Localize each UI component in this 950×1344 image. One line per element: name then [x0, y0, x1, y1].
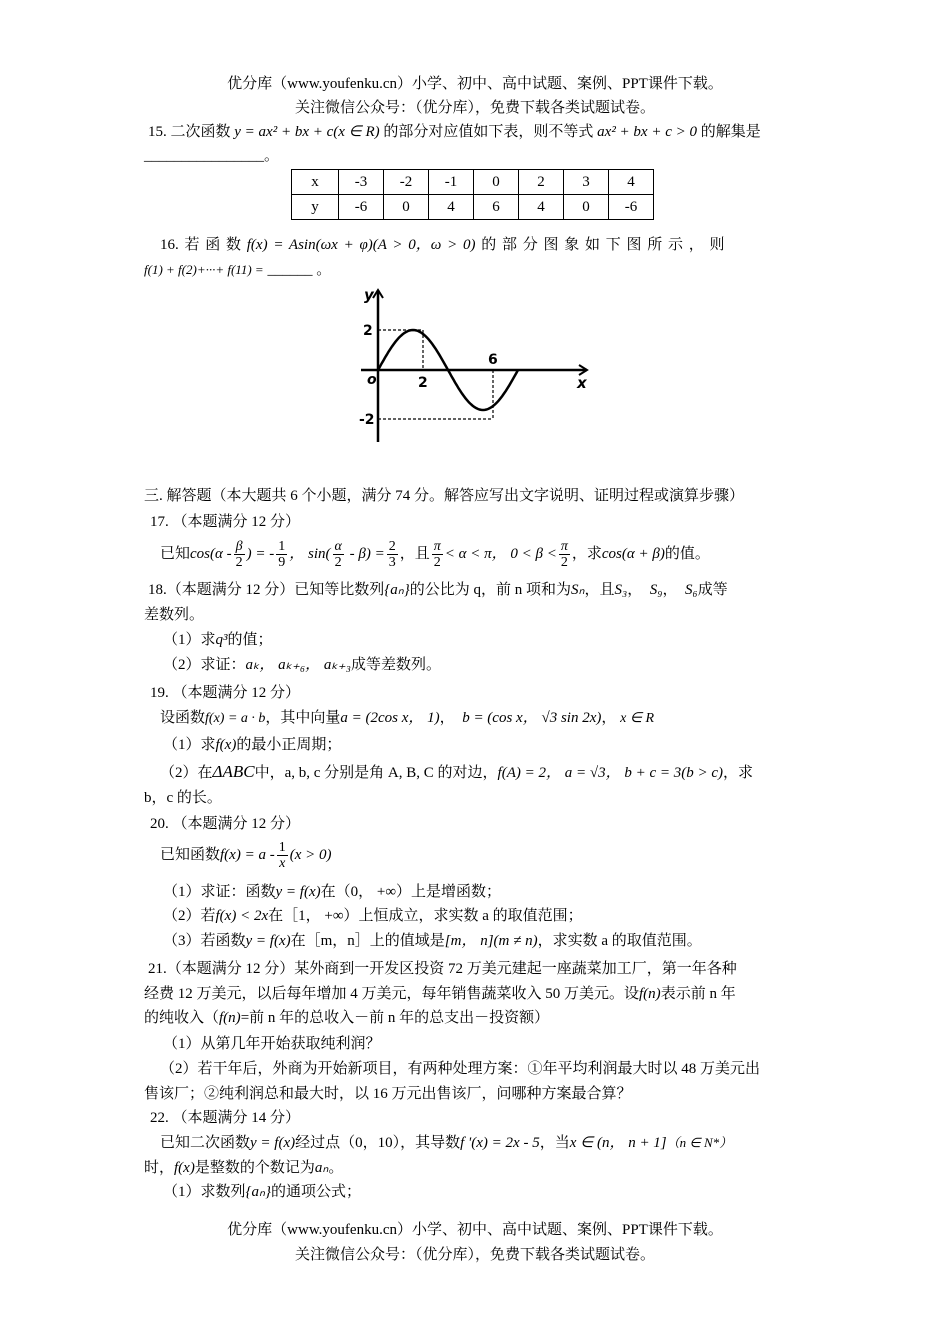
- table-cell: 4: [609, 170, 654, 195]
- table-cell: 2: [519, 170, 564, 195]
- q20-part-1: （1）求证：函数y = f(x)在（0， +∞）上是增函数；: [163, 884, 502, 900]
- q18-part-2: （2）求证：aₖ， aₖ₊₆， aₖ₊₃成等差数列。: [163, 657, 441, 673]
- q17-title: 17. （本题满分 12 分）: [150, 514, 301, 530]
- x-tick-6: 6: [488, 352, 498, 368]
- q21-part-2-cont: 售该厂；②纯利润总和最大时，以 16 万元出售该厂，问哪种方案最合算？: [144, 1086, 632, 1102]
- table-cell: y: [292, 195, 339, 220]
- table-cell: 0: [474, 170, 519, 195]
- y-tick-minus-2: -2: [359, 412, 375, 428]
- sine-graph: [355, 284, 595, 444]
- q16-line-2: f(1) + f(2)+···+ f(11) = ______ 。: [144, 262, 332, 278]
- q19-part-2: （2）在ΔABC中，a, b, c 分别是角 A, B, C 的对边，f(A) = 2， a = √3， b + c = 3(b > c)，求: [160, 762, 754, 781]
- table-cell: 0: [564, 195, 609, 220]
- q15-value-table: [291, 169, 654, 220]
- table-row: [292, 170, 654, 195]
- x-axis-label: x: [577, 374, 587, 392]
- q22-part-1: （1）求数列{aₙ}的通项公式；: [163, 1184, 362, 1200]
- section-3-heading: 三. 解答题（本大题共 6 个小题，满分 74 分。解答应写出文字说明、证明过程或演算步骤）: [144, 488, 745, 504]
- q18-line-1: 18.（本题满分 12 分）已知等比数列{aₙ}的公比为 q，前 n 项和为Sₙ，且S₃， S₉， S₆成等: [148, 582, 728, 598]
- q17-statement: 已知cos(α - $\frac{\beta}{2}$ ) = - $\frac{1}{9}$ ， sin( $\frac{\alpha}{2}$ - β) = $\frac{2}{3}$ ，且 $\frac{\pi}{2}$ < α < π， 0 < β < $\frac{\pi}{2}$ ，求cos(α + β)的值。: [160, 539, 710, 571]
- q21-line-2: 经费 12 万美元，以后每年增加 4 万美元，每年销售蔬菜收入 50 万美元。设f(n)表示前 n 年: [144, 986, 736, 1002]
- table-cell: -6: [609, 195, 654, 220]
- q19-title: 19. （本题满分 12 分）: [150, 685, 301, 701]
- q21-line-3: 的纯收入（f(n)=前 n 年的总收入－前 n 年的总支出－投资额）: [144, 1010, 550, 1026]
- footer-line-1: 优分库（www.youfenku.cn）小学、初中、高中试题、案例、PPT课件下载。: [227, 1222, 723, 1238]
- q16-line-1: 16. 若 函 数 f(x) = Asin(ωx + φ)(A > 0，ω > 0) 的 部 分 图 象 如 下 图 所 示 ， 则: [160, 237, 725, 253]
- q20-title: 20. （本题满分 12 分）: [150, 816, 301, 832]
- table-cell: 4: [429, 195, 474, 220]
- y-axis-label: y: [364, 286, 374, 304]
- q21-part-2: （2）若干年后，外商为开始新项目，有两种处理方案：①年平均利润最大时以 48 万美元出: [160, 1061, 761, 1077]
- q21-line-1: 21.（本题满分 12 分）某外商到一开发区投资 72 万美元建起一座蔬菜加工厂，第一年各种: [148, 961, 737, 977]
- q19-part-2-cont: b，c 的长。: [144, 790, 222, 806]
- table-row: [292, 195, 654, 220]
- table-cell: 4: [519, 195, 564, 220]
- q20-statement: 已知函数f(x) = a - $\frac{1}{x}$ (x > 0): [160, 840, 332, 872]
- table-cell: -3: [339, 170, 384, 195]
- q21-part-1: （1）从第几年开始获取纯利润？: [163, 1036, 381, 1052]
- y-tick-2: 2: [363, 323, 373, 339]
- q19-part-1: （1）求f(x)的最小正周期；: [163, 737, 342, 753]
- x-tick-2: 2: [418, 375, 428, 391]
- footer-line-2: 关注微信公众号：（优分库），免费下载各类试题试卷。: [294, 1247, 655, 1263]
- q22-title: 22. （本题满分 14 分）: [150, 1110, 301, 1126]
- q18-part-1: （1）求q³的值；: [163, 632, 273, 648]
- header-line-1: 优分库（www.youfenku.cn）小学、初中、高中试题、案例、PPT课件下载。: [227, 76, 723, 92]
- table-cell: x: [292, 170, 339, 195]
- table-cell: 6: [474, 195, 519, 220]
- q22-line-1: 已知二次函数y = f(x)经过点（0，10），其导数f '(x) = 2x - 5，当x ∈ (n， n + 1]（n ∈ N*）: [160, 1135, 733, 1151]
- header-line-2: 关注微信公众号：（优分库），免费下载各类试题试卷。: [294, 100, 655, 116]
- origin-label: o: [367, 372, 377, 388]
- q22-line-2: 时，f(x)是整数的个数记为aₙ。: [144, 1160, 344, 1176]
- q19-statement: 设函数f(x) = a · b，其中向量a = (2cos x， 1)， b = (cos x， √3 sin 2x)， x ∈ R: [160, 710, 655, 726]
- table-cell: -6: [339, 195, 384, 220]
- q20-part-3: （3）若函数y = f(x)在［m，n］上的值域是[m， n](m ≠ n)，求实数 a 的取值范围。: [163, 933, 702, 949]
- q20-part-2: （2）若f(x) < 2x在［1， +∞）上恒成立，求实数 a 的取值范围；: [163, 908, 583, 924]
- q18-line-2: 差数列。: [144, 607, 205, 623]
- table-cell: 0: [384, 195, 429, 220]
- q15-answer-blank: ________________。: [144, 148, 280, 164]
- table-cell: -1: [429, 170, 474, 195]
- table-cell: -2: [384, 170, 429, 195]
- table-cell: 3: [564, 170, 609, 195]
- q15-line-1: 15. 二次函数 y = ax² + bx + c(x ∈ R) 的部分对应值如下表，则不等式 ax² + bx + c > 0 的解集是: [148, 124, 761, 140]
